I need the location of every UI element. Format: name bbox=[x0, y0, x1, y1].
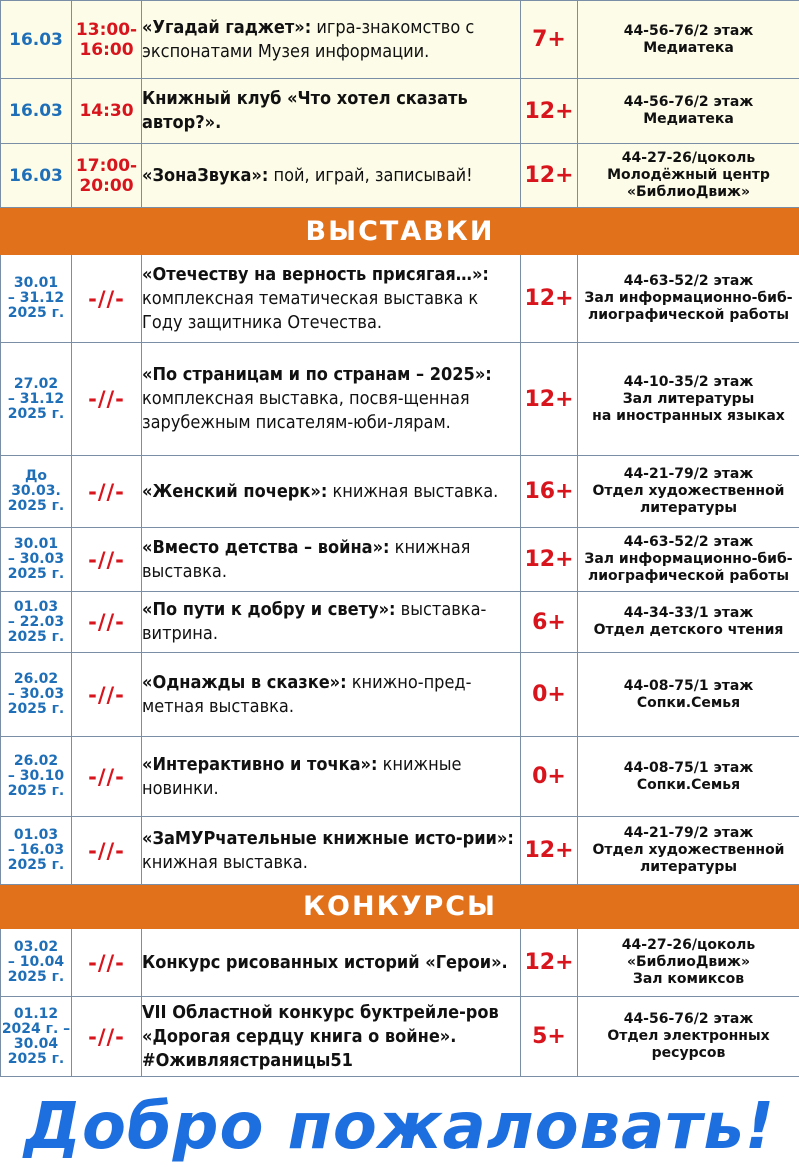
contest-row bbox=[1, 997, 799, 1077]
welcome-banner: Добро пожаловать! bbox=[23, 1090, 776, 1164]
exhibition-time: -//- bbox=[72, 456, 142, 528]
contest-title bbox=[142, 929, 521, 997]
exhibition-date: 01.03 – 22.03 2025 г. bbox=[1, 592, 72, 653]
exhibition-time: -//- bbox=[72, 255, 142, 343]
exhibition-row bbox=[1, 456, 799, 528]
exhibition-time: -//- bbox=[72, 653, 142, 737]
contest-location: 44-27-26/цоколь «БиблиоДвиж» Зал комиксов bbox=[578, 929, 799, 997]
event-time: 14:30 bbox=[72, 79, 142, 144]
contest-time: -//- bbox=[72, 997, 142, 1077]
exhibition-title-bold: «Однажды в сказке»: bbox=[142, 671, 347, 693]
event-date: 16.03 bbox=[1, 79, 72, 144]
exhibition-location: 44-10-35/2 этаж Зал литературы на иностранных языках bbox=[578, 343, 799, 456]
exhibition-row bbox=[1, 592, 799, 653]
exhibition-location: 44-08-75/1 этаж Сопки.Семья bbox=[578, 737, 799, 817]
exhibition-title-rest: книжно-пред-метная выставка. bbox=[142, 671, 472, 717]
section-header-exhibitions bbox=[1, 208, 799, 255]
exhibition-date: 30.01 – 30.03 2025 г. bbox=[1, 528, 72, 592]
event-title bbox=[142, 79, 521, 144]
age-rating: 12+ bbox=[521, 343, 578, 456]
exhibition-time: -//- bbox=[72, 528, 142, 592]
age-rating: 16+ bbox=[521, 456, 578, 528]
exhibition-title-bold: «Интерактивно и точка»: bbox=[142, 753, 378, 775]
exhibition-title bbox=[142, 343, 521, 456]
exhibition-title bbox=[142, 592, 521, 653]
exhibition-location: 44-21-79/2 этаж Отдел художественной литературы bbox=[578, 456, 799, 528]
exhibition-date: 30.01 – 31.12 2025 г. bbox=[1, 255, 72, 343]
age-rating: 0+ bbox=[521, 653, 578, 737]
event-title bbox=[142, 144, 521, 208]
exhibition-title-bold: «Отечеству на верность присягая…»: bbox=[142, 263, 489, 285]
exhibition-date: 26.02 – 30.03 2025 г. bbox=[1, 653, 72, 737]
exhibition-title bbox=[142, 653, 521, 737]
exhibition-row bbox=[1, 528, 799, 592]
exhibition-date: 26.02 – 30.10 2025 г. bbox=[1, 737, 72, 817]
event-time: 17:00- 20:00 bbox=[72, 144, 142, 208]
event-title-bold: «ЗонаЗвука»: bbox=[142, 164, 269, 186]
exhibition-title-rest: выставка-витрина. bbox=[142, 599, 487, 644]
section-title: КОНКУРСЫ bbox=[1, 885, 799, 929]
exhibition-row bbox=[1, 653, 799, 737]
schedule-body bbox=[1, 1, 799, 1077]
exhibition-title bbox=[142, 456, 521, 528]
exhibition-title-bold: «По пути к добру и свету»: bbox=[142, 599, 396, 620]
event-title-rest: игра-знакомство с экспонатами Музея информации. bbox=[142, 16, 475, 62]
contest-time: -//- bbox=[72, 929, 142, 997]
event-title bbox=[142, 1, 521, 79]
exhibition-title-bold: «Женский почерк»: bbox=[142, 480, 328, 502]
event-date: 16.03 bbox=[1, 144, 72, 208]
exhibition-row bbox=[1, 817, 799, 885]
age-rating: 12+ bbox=[521, 255, 578, 343]
exhibition-title-bold: «Вместо детства – война»: bbox=[142, 536, 390, 558]
exhibition-title-rest: книжная выставка. bbox=[142, 851, 308, 873]
exhibition-row bbox=[1, 343, 799, 456]
exhibition-title bbox=[142, 737, 521, 817]
age-rating: 12+ bbox=[521, 144, 578, 208]
exhibition-title bbox=[142, 817, 521, 885]
exhibition-date: 27.02 – 31.12 2025 г. bbox=[1, 343, 72, 456]
exhibition-title-bold: «ЗаМУРчательные книжные исто-рии»: bbox=[142, 827, 514, 849]
event-row bbox=[1, 1, 799, 79]
event-row bbox=[1, 144, 799, 208]
exhibition-title-rest: книжные новинки. bbox=[142, 753, 462, 799]
event-row bbox=[1, 79, 799, 144]
age-rating: 0+ bbox=[521, 737, 578, 817]
contest-location: 44-56-76/2 этаж Отдел электронных ресурсов bbox=[578, 997, 799, 1077]
exhibition-title-rest: книжная выставка. bbox=[327, 480, 499, 502]
age-rating: 12+ bbox=[521, 79, 578, 144]
exhibition-title bbox=[142, 255, 521, 343]
event-date: 16.03 bbox=[1, 1, 72, 79]
event-location: 44-56-76/2 этаж Медиатека bbox=[578, 1, 799, 79]
exhibition-title-rest: комплексная тематическая выставка к Году защитника Отечества. bbox=[142, 287, 479, 333]
exhibition-location: 44-63-52/2 этаж Зал информационно-биб- лиографической работы bbox=[578, 528, 799, 592]
event-time: 13:00- 16:00 bbox=[72, 1, 142, 79]
contest-row bbox=[1, 929, 799, 997]
exhibition-time: -//- bbox=[72, 817, 142, 885]
exhibition-time: -//- bbox=[72, 737, 142, 817]
exhibition-time: -//- bbox=[72, 592, 142, 653]
event-title-bold: Книжный клуб «Что хотел сказать автор?». bbox=[142, 88, 468, 133]
contest-title-bold: Конкурс рисованных историй «Герои». bbox=[142, 951, 508, 973]
contest-date: 01.12 2024 г. – 30.04 2025 г. bbox=[1, 997, 72, 1077]
contest-date: 03.02 – 10.04 2025 г. bbox=[1, 929, 72, 997]
exhibition-date: 01.03 – 16.03 2025 г. bbox=[1, 817, 72, 885]
age-rating: 6+ bbox=[521, 592, 578, 653]
exhibition-time: -//- bbox=[72, 343, 142, 456]
exhibition-title bbox=[142, 528, 521, 592]
exhibition-location: 44-34-33/1 этаж Отдел детского чтения bbox=[578, 592, 799, 653]
exhibition-row bbox=[1, 255, 799, 343]
section-header-contests bbox=[1, 885, 799, 929]
exhibition-date: До 30.03. 2025 г. bbox=[1, 456, 72, 528]
age-rating: 12+ bbox=[521, 528, 578, 592]
event-title-bold: «Угадай гаджет»: bbox=[142, 16, 312, 38]
age-rating: 5+ bbox=[521, 997, 578, 1077]
event-location: 44-56-76/2 этаж Медиатека bbox=[578, 79, 799, 144]
contest-title-bold: VII Областной конкурс буктрейле-ров «Дорогая сердцу книга о войне». #Оживляястраницы51 bbox=[142, 1001, 499, 1071]
exhibition-location: 44-63-52/2 этаж Зал информационно-биб- лиографической работы bbox=[578, 255, 799, 343]
age-rating: 7+ bbox=[521, 1, 578, 79]
exhibition-title-rest: книжная выставка. bbox=[142, 536, 471, 582]
section-title: ВЫСТАВКИ bbox=[1, 208, 799, 255]
exhibition-title-bold: «По страницам и по странам – 2025»: bbox=[142, 364, 492, 385]
event-title-rest: пой, играй, записывай! bbox=[268, 164, 473, 186]
event-location: 44-27-26/цоколь Молодёжный центр «БиблиоДвиж» bbox=[578, 144, 799, 208]
contest-title bbox=[142, 997, 521, 1077]
age-rating: 12+ bbox=[521, 817, 578, 885]
exhibition-title-rest: комплексная выставка, посвя-щенная зарубежным писателям-юби-лярам. bbox=[142, 388, 470, 433]
exhibition-row bbox=[1, 737, 799, 817]
age-rating: 12+ bbox=[521, 929, 578, 997]
exhibition-location: 44-21-79/2 этаж Отдел художественной литературы bbox=[578, 817, 799, 885]
exhibition-location: 44-08-75/1 этаж Сопки.Семья bbox=[578, 653, 799, 737]
